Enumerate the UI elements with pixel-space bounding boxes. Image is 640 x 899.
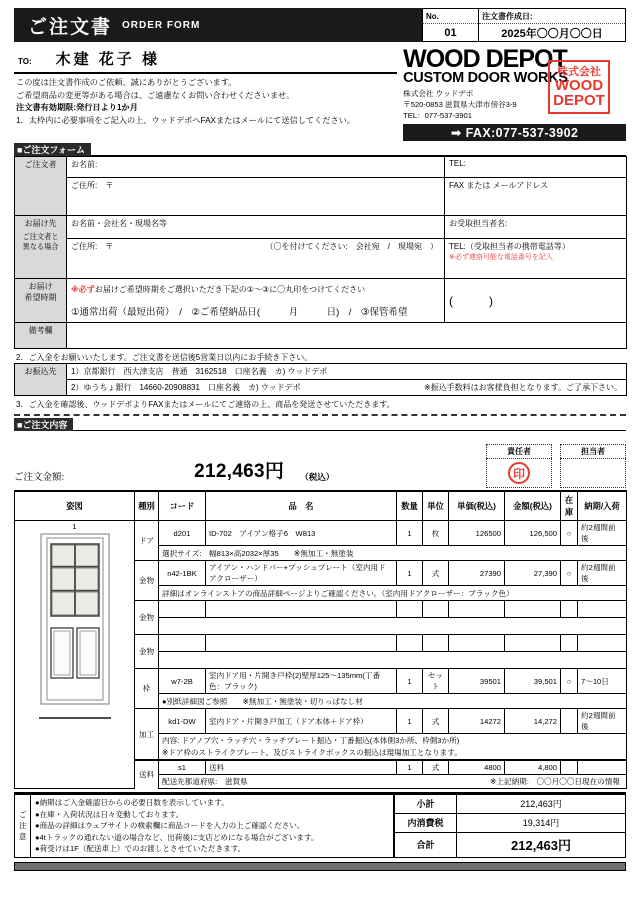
col-unit: 単位 <box>423 491 449 521</box>
caution-note-2: ●在庫・入荷状況は日々変動しております。 <box>35 809 184 819</box>
recipient-and-company <box>14 45 626 141</box>
row-code: kd1-DW <box>159 709 206 734</box>
intro-line-2: ご希望商品の変更等がある場合は、ご遠慮なくお問い合わせくださいませ。 <box>16 90 295 100</box>
row-amount[interactable] <box>505 601 561 618</box>
caution-notes <box>31 795 394 858</box>
delivery-label-main: お届け先 <box>24 219 57 229</box>
col-kind: 種別 <box>135 491 159 521</box>
caution-note-5: ●荷受けは1F（配送車上）でのお渡しとさせていただきます。 <box>35 844 246 854</box>
row-subnote-block <box>159 734 627 760</box>
company-block <box>397 45 626 141</box>
col-qty: 数量 <box>397 491 423 521</box>
remarks-label: 備考欄 <box>15 323 67 349</box>
tax-value: 19,314円 <box>457 813 626 832</box>
staff-seal-area[interactable] <box>560 458 626 488</box>
total-value: 212,463円 <box>457 832 626 857</box>
row-name[interactable] <box>206 601 397 618</box>
row-stock: ○ <box>561 669 578 694</box>
row-code: w7-2B <box>159 669 206 694</box>
delivery-circle-note: （〇を付けてください: 会社宛 / 現場宛 ） <box>265 242 438 252</box>
delivery-tel-label: TEL:（受取担当者の携帯電話等） <box>449 242 570 252</box>
intro-step-1: 1．太枠内に必要事項をご記入の上、ウッドデポへFAXまたはメールにて送信してください。 <box>16 116 356 126</box>
row-amount: 27,390 <box>505 561 561 586</box>
figure-cell <box>15 521 135 789</box>
row-amount[interactable] <box>505 635 561 652</box>
section-underline-2 <box>73 418 626 431</box>
table-row <box>15 279 627 323</box>
row-unit[interactable] <box>423 601 449 618</box>
table-row <box>15 521 627 546</box>
row-kind-hardware-empty: 金物 <box>135 601 159 635</box>
row-amount: 14,272 <box>505 709 561 734</box>
row-unit-price[interactable] <box>449 635 505 652</box>
row-qty: 1 <box>397 521 423 546</box>
lead-time-note: ※上記納期: 〇〇月〇〇日現在の情報 <box>490 777 620 787</box>
approval-seals <box>486 444 626 488</box>
caution-note-3: ●商品の詳細はウェブサイトの検索欄に商品コードを入力の上ご確認ください。 <box>35 821 305 831</box>
page-title-english: ORDER FORM <box>122 19 201 31</box>
row-name: 室内ドア用・片開き戸枠(2)壁厚125～135mm(丁番色：ブラック) <box>206 669 397 694</box>
row-code[interactable] <box>159 601 206 618</box>
bank-table <box>14 363 627 396</box>
col-figure: 姿図 <box>15 491 135 521</box>
company-tel: TEL：077-537-3901 <box>403 110 472 120</box>
shipping-prefecture: 配送先都道府県: 滋賀県 <box>162 777 248 787</box>
wish-required-marker: ※必ず <box>71 284 95 294</box>
wish-period-label: お届け 希望時期 <box>15 279 67 323</box>
row-lead <box>578 760 627 775</box>
payment-note-2: 2．ご入金をお願いいたします。ご注文書を送信後5営業日以内にお手続き下さい。 <box>16 353 313 363</box>
delivery-tel-field[interactable] <box>445 239 627 279</box>
row-subnote: ●別紙詳細図ご参照 ※無加工・無塗装・切りっぱなし材 <box>159 694 627 709</box>
row-kind-hardware-empty-2: 金物 <box>135 635 159 669</box>
subtotal-label: 小計 <box>395 795 457 814</box>
row-unit-price: 14272 <box>449 709 505 734</box>
table-row <box>15 323 627 349</box>
row-code: n42-1BK <box>159 561 206 586</box>
bank-fee-note: ※振込手数料はお客様負担となります。ご了承下さい。 <box>423 383 622 393</box>
row-unit-price: 126500 <box>449 521 505 546</box>
orderer-label: ご注文者 <box>15 157 67 216</box>
row-qty: 1 <box>397 760 423 775</box>
row-lead: 約2週間前後 <box>578 521 627 546</box>
staff-seal-label: 担当者 <box>560 444 626 458</box>
total-label: 合計 <box>395 832 457 857</box>
order-amount-value: 212,463円 <box>194 461 285 483</box>
order-amount-block <box>14 456 486 488</box>
row-subnote: 内容: ドアノブ穴・ラッチ穴・ラッチプレート掘込・丁番掘込(本体側3か所、枠側3か所) <box>162 736 460 746</box>
footer-area <box>14 792 626 858</box>
row-name: 送料 <box>206 760 397 775</box>
caution-note-4: ●4tトラックの通れない道の場合など、出荷後に支店どめになる場合がございます。 <box>35 832 319 842</box>
table-row <box>15 364 627 380</box>
order-detail-section-title: ■ご注文内容 <box>14 418 73 431</box>
bank-label: お振込先 <box>15 364 67 396</box>
wish-period-field[interactable] <box>67 279 445 323</box>
recipient-block <box>14 48 397 141</box>
company-address: 〒520-0853 滋賀県大津市傍谷3-9 <box>403 99 517 109</box>
row-qty: 1 <box>397 669 423 694</box>
table-row <box>15 178 627 216</box>
row-unit: 枚 <box>423 521 449 546</box>
caution-table <box>14 794 394 858</box>
stamp-line-2: WOOD <box>554 76 604 94</box>
page-title: ご注文書 <box>28 16 113 38</box>
row-kind-hardware: 金物 <box>135 561 159 601</box>
row-name: アイアン・ハンドバー+プッシュプレート（室内用ドアクローザー） <box>206 561 397 586</box>
row-kind-door: ドア <box>135 521 159 561</box>
orderer-tel-field[interactable]: TEL: <box>445 157 627 178</box>
wish-instruction: お届けご希望時期をご選択いただき下記の①～③に〇丸印をつけてください <box>94 284 366 294</box>
delivery-label <box>15 216 67 279</box>
manager-seal-area <box>486 458 552 488</box>
order-date-box <box>478 8 626 42</box>
to-row <box>14 48 397 69</box>
row-qty[interactable] <box>397 601 423 618</box>
door-diagram-icon <box>39 532 111 728</box>
table-row <box>15 216 627 239</box>
delivery-address-label: ご住所: 〒 <box>71 242 114 252</box>
recipient-name: 木建 花子 様 <box>55 51 160 68</box>
table-row <box>15 157 627 178</box>
staff-seal-box <box>560 444 626 488</box>
order-number-value: 01 <box>444 26 457 39</box>
stamp-line-1: 株式会社 <box>557 65 601 78</box>
row-kind-shipping: 送料 <box>135 760 159 789</box>
delivery-address-field[interactable] <box>67 239 445 279</box>
order-detail-section-header <box>14 418 626 431</box>
order-amount-tax-note: （税込） <box>300 472 335 483</box>
subtotal-value: 212,463円 <box>457 795 626 814</box>
payment-note-3: 3．ご入金を確認後、ウッドデポよりFAXまたはメールにてご連絡の上、商品を発送させていただきます。 <box>16 400 395 410</box>
order-number-box <box>422 8 478 42</box>
row-lead: 7～10日 <box>578 669 627 694</box>
intro-validity: 注文書有効期限:発行日より1か月 <box>16 103 138 113</box>
table-row <box>15 795 394 858</box>
order-form-table <box>14 156 627 349</box>
wish-paren-field[interactable]: ( ) <box>445 279 627 323</box>
company-logo-secondary: CUSTOM DOOR WORKS <box>403 70 568 86</box>
table-row <box>395 795 626 814</box>
row-stock <box>561 709 578 734</box>
row-subnote-2: ※ドア枠のストライクプレート、及びストライクボックスの掘込は現場加工となります。 <box>162 747 462 757</box>
caution-note-1: ●納期はご入金確認日からの必要日数を表示しています。 <box>35 798 229 808</box>
company-stamp-icon <box>548 60 610 114</box>
row-unit[interactable] <box>423 635 449 652</box>
dashed-separator <box>14 414 626 416</box>
order-amount-label: ご注文金額: <box>14 472 65 484</box>
row-stock <box>561 760 578 775</box>
row-unit-price: 27390 <box>449 561 505 586</box>
order-number-label: No. <box>423 9 478 24</box>
row-stock: ○ <box>561 521 578 546</box>
company-fax-bar: ➡ FAX:077-537-3902 <box>403 124 626 141</box>
row-kind-frame: 枠 <box>135 669 159 709</box>
col-unit-price: 単価(税込) <box>449 491 505 521</box>
row-stock[interactable] <box>561 635 578 652</box>
row-name: ID-702 アイアン格子6 W813 <box>206 521 397 546</box>
totals-table <box>394 794 626 858</box>
manager-seal-box <box>486 444 552 488</box>
row-unit: 式 <box>423 709 449 734</box>
product-table <box>14 490 627 789</box>
section-underline <box>91 143 626 156</box>
order-form-section-title: ■ご注文フォーム <box>14 143 91 156</box>
orderer-name-field[interactable]: お名前: <box>67 157 445 178</box>
row-lead: 約2週間前後 <box>578 709 627 734</box>
row-qty[interactable] <box>397 635 423 652</box>
order-date-label: 注文書作成日: <box>479 9 625 24</box>
remarks-field[interactable] <box>67 323 627 349</box>
to-label: TO: <box>18 57 32 66</box>
order-date-value: 2025年〇〇月〇〇日 <box>501 27 603 40</box>
row-kind-processing: 加工 <box>135 709 159 760</box>
tax-label: 内消費税 <box>395 813 457 832</box>
table-row <box>395 832 626 857</box>
row-code: d201 <box>159 521 206 546</box>
manager-seal-label: 責任者 <box>486 444 552 458</box>
bank-account-2-text: 2）ゆうちょ銀行 14660-20908831 口座名義 カ) ウッドデポ <box>71 383 301 393</box>
company-name: 株式会社 ウッドデポ <box>403 88 474 98</box>
document-header <box>14 8 626 42</box>
delivery-tel-note: ※必ず連絡可能な電話番号を記入 <box>449 254 553 262</box>
delivery-label-sub: ご注文者と 異なる場合 <box>22 232 59 252</box>
company-logo-primary: WOOD DEPOT <box>403 45 567 73</box>
row-code[interactable] <box>159 635 206 652</box>
row-code: s1 <box>159 760 206 775</box>
row-lead[interactable] <box>578 635 627 652</box>
intro-line-1: この度は注文書作成のご依頼、誠にありがとうございます。 <box>16 78 237 87</box>
table-row <box>15 380 627 396</box>
table-row <box>395 813 626 832</box>
bank-account-2 <box>67 380 627 396</box>
col-code: コード <box>159 491 206 521</box>
row-qty: 1 <box>397 561 423 586</box>
col-amount: 金額(税込) <box>505 491 561 521</box>
orderer-address-field[interactable]: ご住所: 〒 <box>67 178 445 216</box>
header-title-bar <box>14 8 422 42</box>
row-subnote[interactable] <box>159 652 627 669</box>
receiver-name-field[interactable]: お受取担当者名: <box>445 216 627 239</box>
figure-number: 1 <box>72 522 77 532</box>
footer-grey-bar <box>14 862 626 871</box>
shipping-subnote-cell <box>159 775 627 789</box>
row-unit: 式 <box>423 561 449 586</box>
row-amount: 126,500 <box>505 521 561 546</box>
row-unit-price[interactable] <box>449 601 505 618</box>
table-row <box>15 239 627 279</box>
wish-options[interactable]: ①通常出荷（最短出荷） / ②ご希望納品日( 月 日) / ③保管希望 <box>71 306 408 318</box>
row-subnote: 選択サイズ: 幅813×高2032×厚35 ※無加工・無塗装 <box>159 546 627 561</box>
row-subnote[interactable] <box>159 618 627 635</box>
stamp-line-3: DEPOT <box>553 91 605 109</box>
row-qty: 1 <box>397 709 423 734</box>
row-unit-price: 39501 <box>449 669 505 694</box>
caution-label: ご 注 意 <box>15 795 31 858</box>
row-name: 室内ドア・片開き戸加工（ドア本体＋ドア枠） <box>206 709 397 734</box>
intro-text <box>14 74 397 128</box>
bank-account-1: 1）京都銀行 西大津支店 普通 3162518 口座名義 カ) ウッドデポ <box>67 364 627 380</box>
orderer-fax-mail-field[interactable]: FAX または メールアドレス <box>445 178 627 216</box>
col-lead-time: 納期/入荷 <box>578 491 627 521</box>
row-amount: 4,800 <box>505 760 561 775</box>
row-lead[interactable] <box>578 601 627 618</box>
row-subnote: 詳細はオンラインストアの商品詳細ページよりご確認ください。（室内用ドアクローザー：ブラック色） <box>159 586 627 601</box>
inkan-stamp-icon: 印 <box>508 462 530 484</box>
row-unit-price: 4800 <box>449 760 505 775</box>
row-amount: 39,501 <box>505 669 561 694</box>
row-unit: セット <box>423 669 449 694</box>
row-stock[interactable] <box>561 601 578 618</box>
delivery-name-field[interactable]: お名前・会社名・現場名等 <box>67 216 445 239</box>
row-lead: 約2週間前後 <box>578 561 627 586</box>
row-unit: 式 <box>423 760 449 775</box>
row-stock: ○ <box>561 561 578 586</box>
order-form-section-header <box>14 143 626 156</box>
col-product-name: 品 名 <box>206 491 397 521</box>
col-stock: 在庫 <box>561 491 578 521</box>
order-amount-row <box>14 436 626 488</box>
table-header-row <box>15 491 627 521</box>
row-name[interactable] <box>206 635 397 652</box>
